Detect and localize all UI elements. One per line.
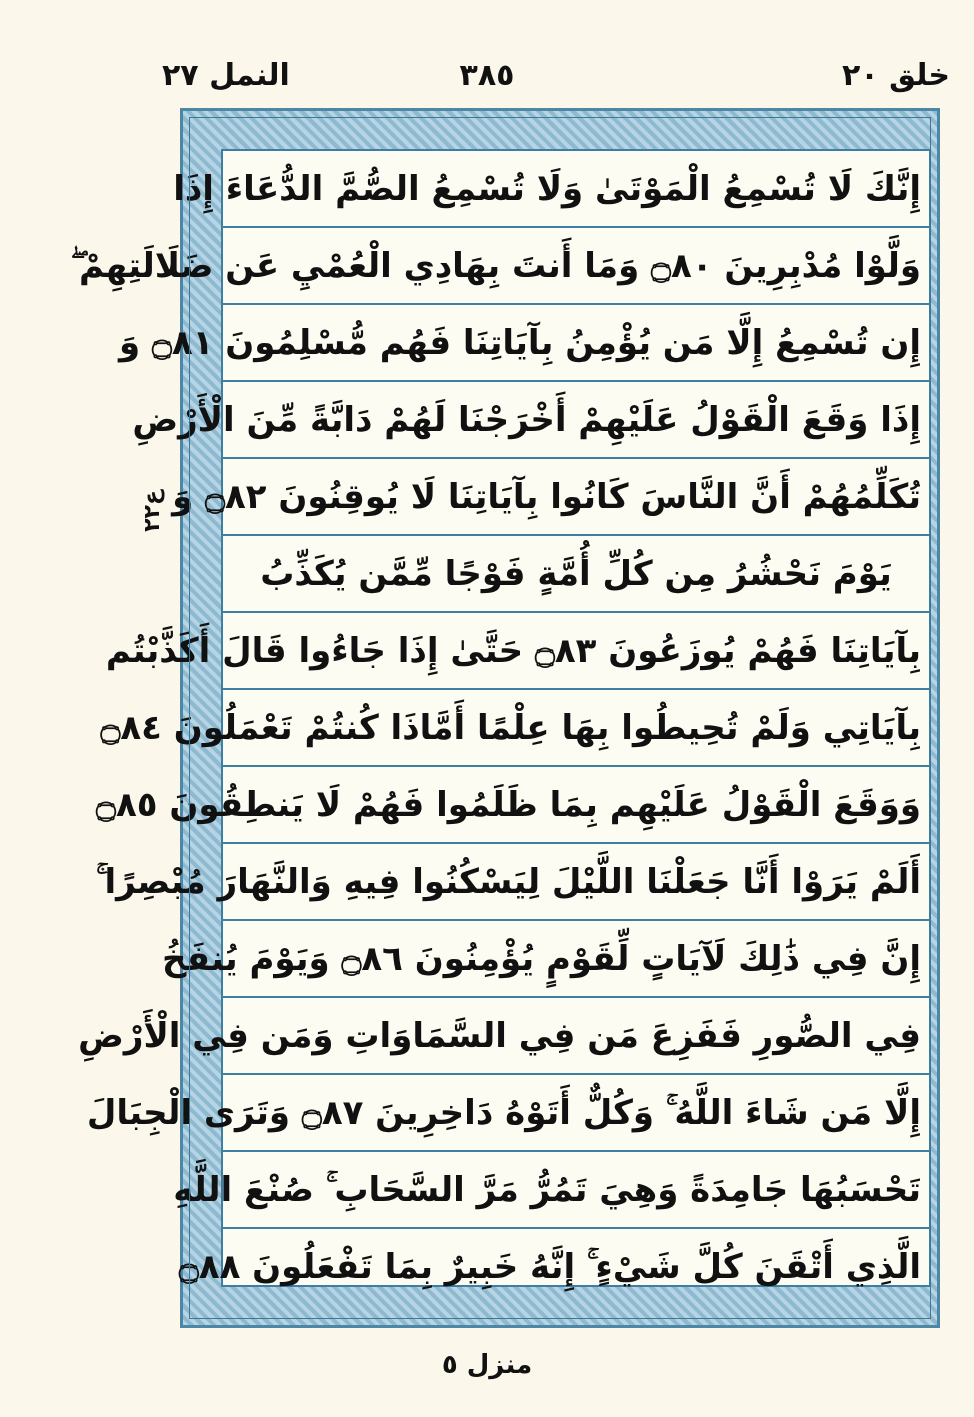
text-line: أَلَمْ يَرَوْا أَنَّا جَعَلْنَا اللَّيْلَ لِيَسْكُنُوا فِيهِ وَالنَّهَارَ مُبْصِرًا ۚ bbox=[223, 844, 929, 921]
text-line: بِآيَاتِنَا فَهُمْ يُوزَعُونَ ۝٨٣ حَتَّىٰ إِذَا جَاءُوا قَالَ أَكَذَّبْتُم bbox=[223, 613, 929, 690]
text-line: وَلَّوْا مُدْبِرِينَ ۝٨٠ وَمَا أَنتَ بِهَادِي الْعُمْيِ عَن ضَلَالَتِهِمْ ۖ bbox=[223, 228, 929, 305]
text-line: إِلَّا مَن شَاءَ اللَّهُ ۚ وَكُلٌّ أَتَوْهُ دَاخِرِينَ ۝٨٧ وَتَرَى الْجِبَالَ bbox=[223, 1075, 929, 1152]
juz-label: خلق ٢٠ bbox=[842, 58, 950, 93]
text-line: يَوْمَ نَحْشُرُ مِن كُلِّ أُمَّةٍ فَوْجًا مِّمَّن يُكَذِّبُ bbox=[223, 536, 929, 613]
text-line: فِي الصُّورِ فَفَزِعَ مَن فِي السَّمَاوَاتِ وَمَن فِي الْأَرْضِ bbox=[223, 998, 929, 1075]
text-line: بِآيَاتِي وَلَمْ تُحِيطُوا بِهَا عِلْمًا أَمَّاذَا كُنتُمْ تَعْمَلُونَ ۝٨٤ bbox=[223, 690, 929, 767]
page-header bbox=[0, 58, 974, 108]
text-line: إِنَّ فِي ذَٰلِكَ لَآيَاتٍ لِّقَوْمٍ يُؤْمِنُونَ ۝٨٦ وَيَوْمَ يُنفَخُ bbox=[223, 921, 929, 998]
text-line: إِذَا وَقَعَ الْقَوْلُ عَلَيْهِمْ أَخْرَجْنَا لَهُمْ دَابَّةً مِّنَ الْأَرْضِ bbox=[223, 382, 929, 459]
surah-label: النمل ٢٧ bbox=[162, 58, 290, 93]
page-number: ٣٨٥ bbox=[459, 58, 515, 93]
text-line: الَّذِي أَتْقَنَ كُلَّ شَيْءٍ ۚ إِنَّهُ خَبِيرٌ بِمَا تَفْعَلُونَ ۝٨٨ bbox=[178, 1247, 921, 1287]
text-line: إِنَّكَ لَا تُسْمِعُ الْمَوْتَىٰ وَلَا تُسْمِعُ الصُّمَّ الدُّعَاءَ إِذَا bbox=[223, 151, 929, 228]
text-line: إِن تُسْمِعُ إِلَّا مَن يُؤْمِنُ بِآيَاتِنَا فَهُم مُّسْلِمُونَ ۝٨١ وَ bbox=[223, 305, 929, 382]
ruku-marker: ع٢٢ bbox=[140, 490, 165, 532]
manzil-label: منزل ٥ bbox=[441, 1350, 533, 1380]
text-line: وَوَقَعَ الْقَوْلُ عَلَيْهِم بِمَا ظَلَمُوا فَهُمْ لَا يَنطِقُونَ ۝٨٥ bbox=[223, 767, 929, 844]
text-line: تَحْسَبُهَا جَامِدَةً وَهِيَ تَمُرُّ مَرَّ السَّحَابِ ۚ صُنْعَ اللَّهِ bbox=[223, 1152, 929, 1229]
text-line: تُكَلِّمُهُمْ أَنَّ النَّاسَ كَانُوا بِآيَاتِنَا لَا يُوقِنُونَ ۝٨٢ وَ bbox=[223, 459, 929, 536]
